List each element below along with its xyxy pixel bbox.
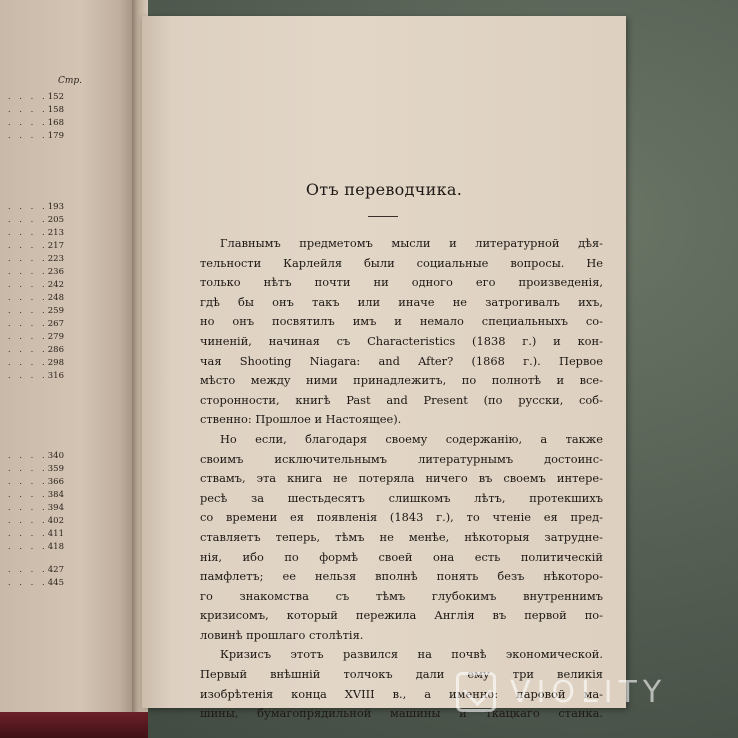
toc-page-number: 411 (47, 529, 64, 539)
toc-leader-dots: . . . . (7, 319, 48, 329)
page-body-text (200, 234, 603, 724)
toc-entry (0, 118, 64, 130)
text-line: ственно: Прошлое и Настоящее). (200, 412, 402, 427)
toc-entry (0, 319, 64, 331)
toc-page-number: 179 (47, 131, 64, 141)
toc-leader-dots: . . . . (7, 565, 48, 575)
toc-leader-dots: . . . . (7, 464, 48, 474)
toc-entry (0, 345, 64, 357)
text-line: кризисомъ, который пережила Англія въ первой по- (200, 608, 603, 623)
text-line: ставляетъ теперь, тѣмъ не менѣе, нѣкоторыя затрудне- (200, 529, 603, 544)
toc-entry (0, 451, 64, 463)
toc-leader-dots: . . . . (7, 358, 48, 368)
toc-page-number: 259 (47, 306, 64, 316)
toc-page-number: 340 (47, 451, 64, 461)
toc-entry (0, 529, 64, 541)
toc-entry (0, 332, 64, 344)
page-title: Отъ переводчика. (305, 180, 463, 199)
text-line: ресѣ за шестьдесятъ слишкомъ лѣтъ, протекшихъ (200, 490, 603, 505)
toc-leader-dots: . . . . (7, 332, 48, 342)
toc-page-number: 394 (47, 503, 64, 513)
toc-leader-dots: . . . . (7, 306, 48, 316)
toc-page-number: 168 (47, 118, 64, 128)
toc-entry (0, 293, 64, 305)
toc-leader-dots: . . . . (7, 578, 48, 588)
toc-leader-dots: . . . . (7, 118, 48, 128)
toc-page-number: 158 (47, 105, 64, 115)
toc-leader-dots: . . . . (7, 254, 48, 264)
toc-page-number: 223 (47, 254, 64, 264)
toc-leader-dots: . . . . (7, 490, 48, 500)
toc-leader-dots: . . . . (7, 516, 48, 526)
toc-entry (0, 280, 64, 292)
toc-leader-dots: . . . . (7, 92, 48, 102)
toc-leader-dots: . . . . (7, 228, 48, 238)
toc-leader-dots: . . . . (7, 280, 48, 290)
toc-leader-dots: . . . . (7, 345, 48, 355)
title-rule (368, 216, 398, 217)
toc-leader-dots: . . . . (7, 371, 48, 381)
toc-leader-dots: . . . . (7, 529, 48, 539)
toc-page-number: 193 (47, 202, 64, 212)
watermark (456, 666, 667, 718)
toc-leader-dots: . . . . (7, 267, 48, 277)
toc-leader-dots: . . . . (7, 451, 48, 461)
text-line: мѣсто между ними принадлежитъ, по полнотѣ и все- (200, 373, 603, 388)
toc-entry (0, 490, 64, 502)
toc-entry (0, 306, 64, 318)
toc-page-number: 427 (47, 565, 64, 575)
toc-entry (0, 516, 64, 528)
toc-page-number: 205 (47, 215, 64, 225)
left-page (0, 0, 136, 712)
book-cover-bottom (0, 712, 148, 738)
toc-page-number: 236 (47, 267, 64, 277)
text-line: своимъ исключительнымъ литературнымъ достоинс- (200, 451, 603, 466)
text-line: но онъ посвятилъ имъ и немало специальныхъ со- (200, 314, 603, 329)
toc-page-number: 152 (47, 92, 64, 102)
toc-page-number: 316 (47, 371, 64, 381)
toc-page-number: 418 (47, 542, 64, 552)
text-line: изобрѣтенія конца XVIII в., а именно: паровой ма- (200, 686, 603, 701)
toc-entry (0, 105, 64, 117)
toc-entry (0, 578, 64, 590)
toc-leader-dots: . . . . (7, 131, 48, 141)
toc-page-number: 359 (47, 464, 64, 474)
toc-page-number: 242 (47, 280, 64, 290)
toc-entry (0, 92, 64, 104)
toc-leader-dots: . . . . (7, 215, 48, 225)
toc-page-number: 213 (47, 228, 64, 238)
toc-leader-dots: . . . . (7, 105, 48, 115)
toc-entry (0, 254, 64, 266)
toc-page-number: 286 (47, 345, 64, 355)
toc-entry (0, 267, 64, 279)
text-line: памфлетъ; ее нельзя вполнѣ понять безъ нѣкоторо- (200, 569, 603, 584)
text-line: чиненій, начиная съ Characteristics (1838 г.) и кон- (200, 333, 603, 348)
toc-entry (0, 371, 64, 383)
toc-entry (0, 202, 64, 214)
text-line: ствамъ, эта книга не потеряла ничего въ своемъ интере- (200, 471, 603, 486)
watermark-text: VIOLITY (510, 674, 668, 710)
text-line: нія, ибо по формѣ своей она есть политическій (200, 549, 603, 564)
text-line: Главнымъ предметомъ мысли и литературной дѣя- (220, 236, 603, 250)
toc-page-number: 366 (47, 477, 64, 487)
toc-page-number: 267 (47, 319, 64, 329)
text-line: го знакомства съ тѣмъ глубокимъ внутреннимъ (200, 588, 603, 603)
text-line: шины, бумагопрядильной машины и ткацкаго станка. (200, 706, 603, 721)
toc-entry (0, 464, 64, 476)
toc-page-number: 384 (47, 490, 64, 500)
toc-leader-dots: . . . . (7, 477, 48, 487)
text-line: гдѣ бы онъ такъ или иначе не затрогивалъ ихъ, (200, 294, 603, 309)
text-line: сторонности, книгѣ Past and Present (по русски, соб- (200, 392, 603, 407)
toc-leader-dots: . . . . (7, 542, 48, 552)
text-line: Первый внѣшній толчокъ дали ему три великія (200, 667, 603, 682)
toc-leader-dots: . . . . (7, 503, 48, 513)
toc-page-number: 217 (47, 241, 64, 251)
text-line: ловинѣ прошлаго столѣтія. (200, 627, 364, 642)
toc-entry (0, 542, 64, 554)
text-line: чая Shooting Niagara: and After? (1868 г.). Первое (200, 353, 603, 368)
violity-logo-icon (456, 672, 496, 712)
text-line: тельности Карлейля были социальные вопросы. Не (200, 255, 603, 270)
toc-page-number: 279 (47, 332, 64, 342)
toc-entry (0, 503, 64, 515)
toc-header: Стр. (58, 76, 83, 86)
text-line: со времени ея появленія (1843 г.), то чтеніе ея пред- (200, 510, 603, 525)
toc-page-number: 445 (47, 578, 64, 588)
text-line: Кризисъ этотъ развился на почвѣ экономической. (220, 647, 603, 662)
toc-page-number: 248 (47, 293, 64, 303)
toc-entry (0, 565, 64, 577)
toc-leader-dots: . . . . (7, 241, 48, 251)
toc-entry (0, 358, 64, 370)
toc-page-number: 402 (47, 516, 64, 526)
toc-entry (0, 241, 64, 253)
toc-entry (0, 131, 64, 143)
text-line: Но если, благодаря своему содержанію, а также (220, 431, 603, 446)
toc-entry (0, 228, 64, 240)
toc-entry (0, 477, 64, 489)
text-line: только нѣтъ почти ни одного его произведенія, (200, 275, 603, 290)
toc-page-number: 298 (47, 358, 64, 368)
toc-entry (0, 215, 64, 227)
right-page (142, 16, 626, 721)
toc-leader-dots: . . . . (7, 202, 48, 212)
toc-leader-dots: . . . . (7, 293, 48, 303)
